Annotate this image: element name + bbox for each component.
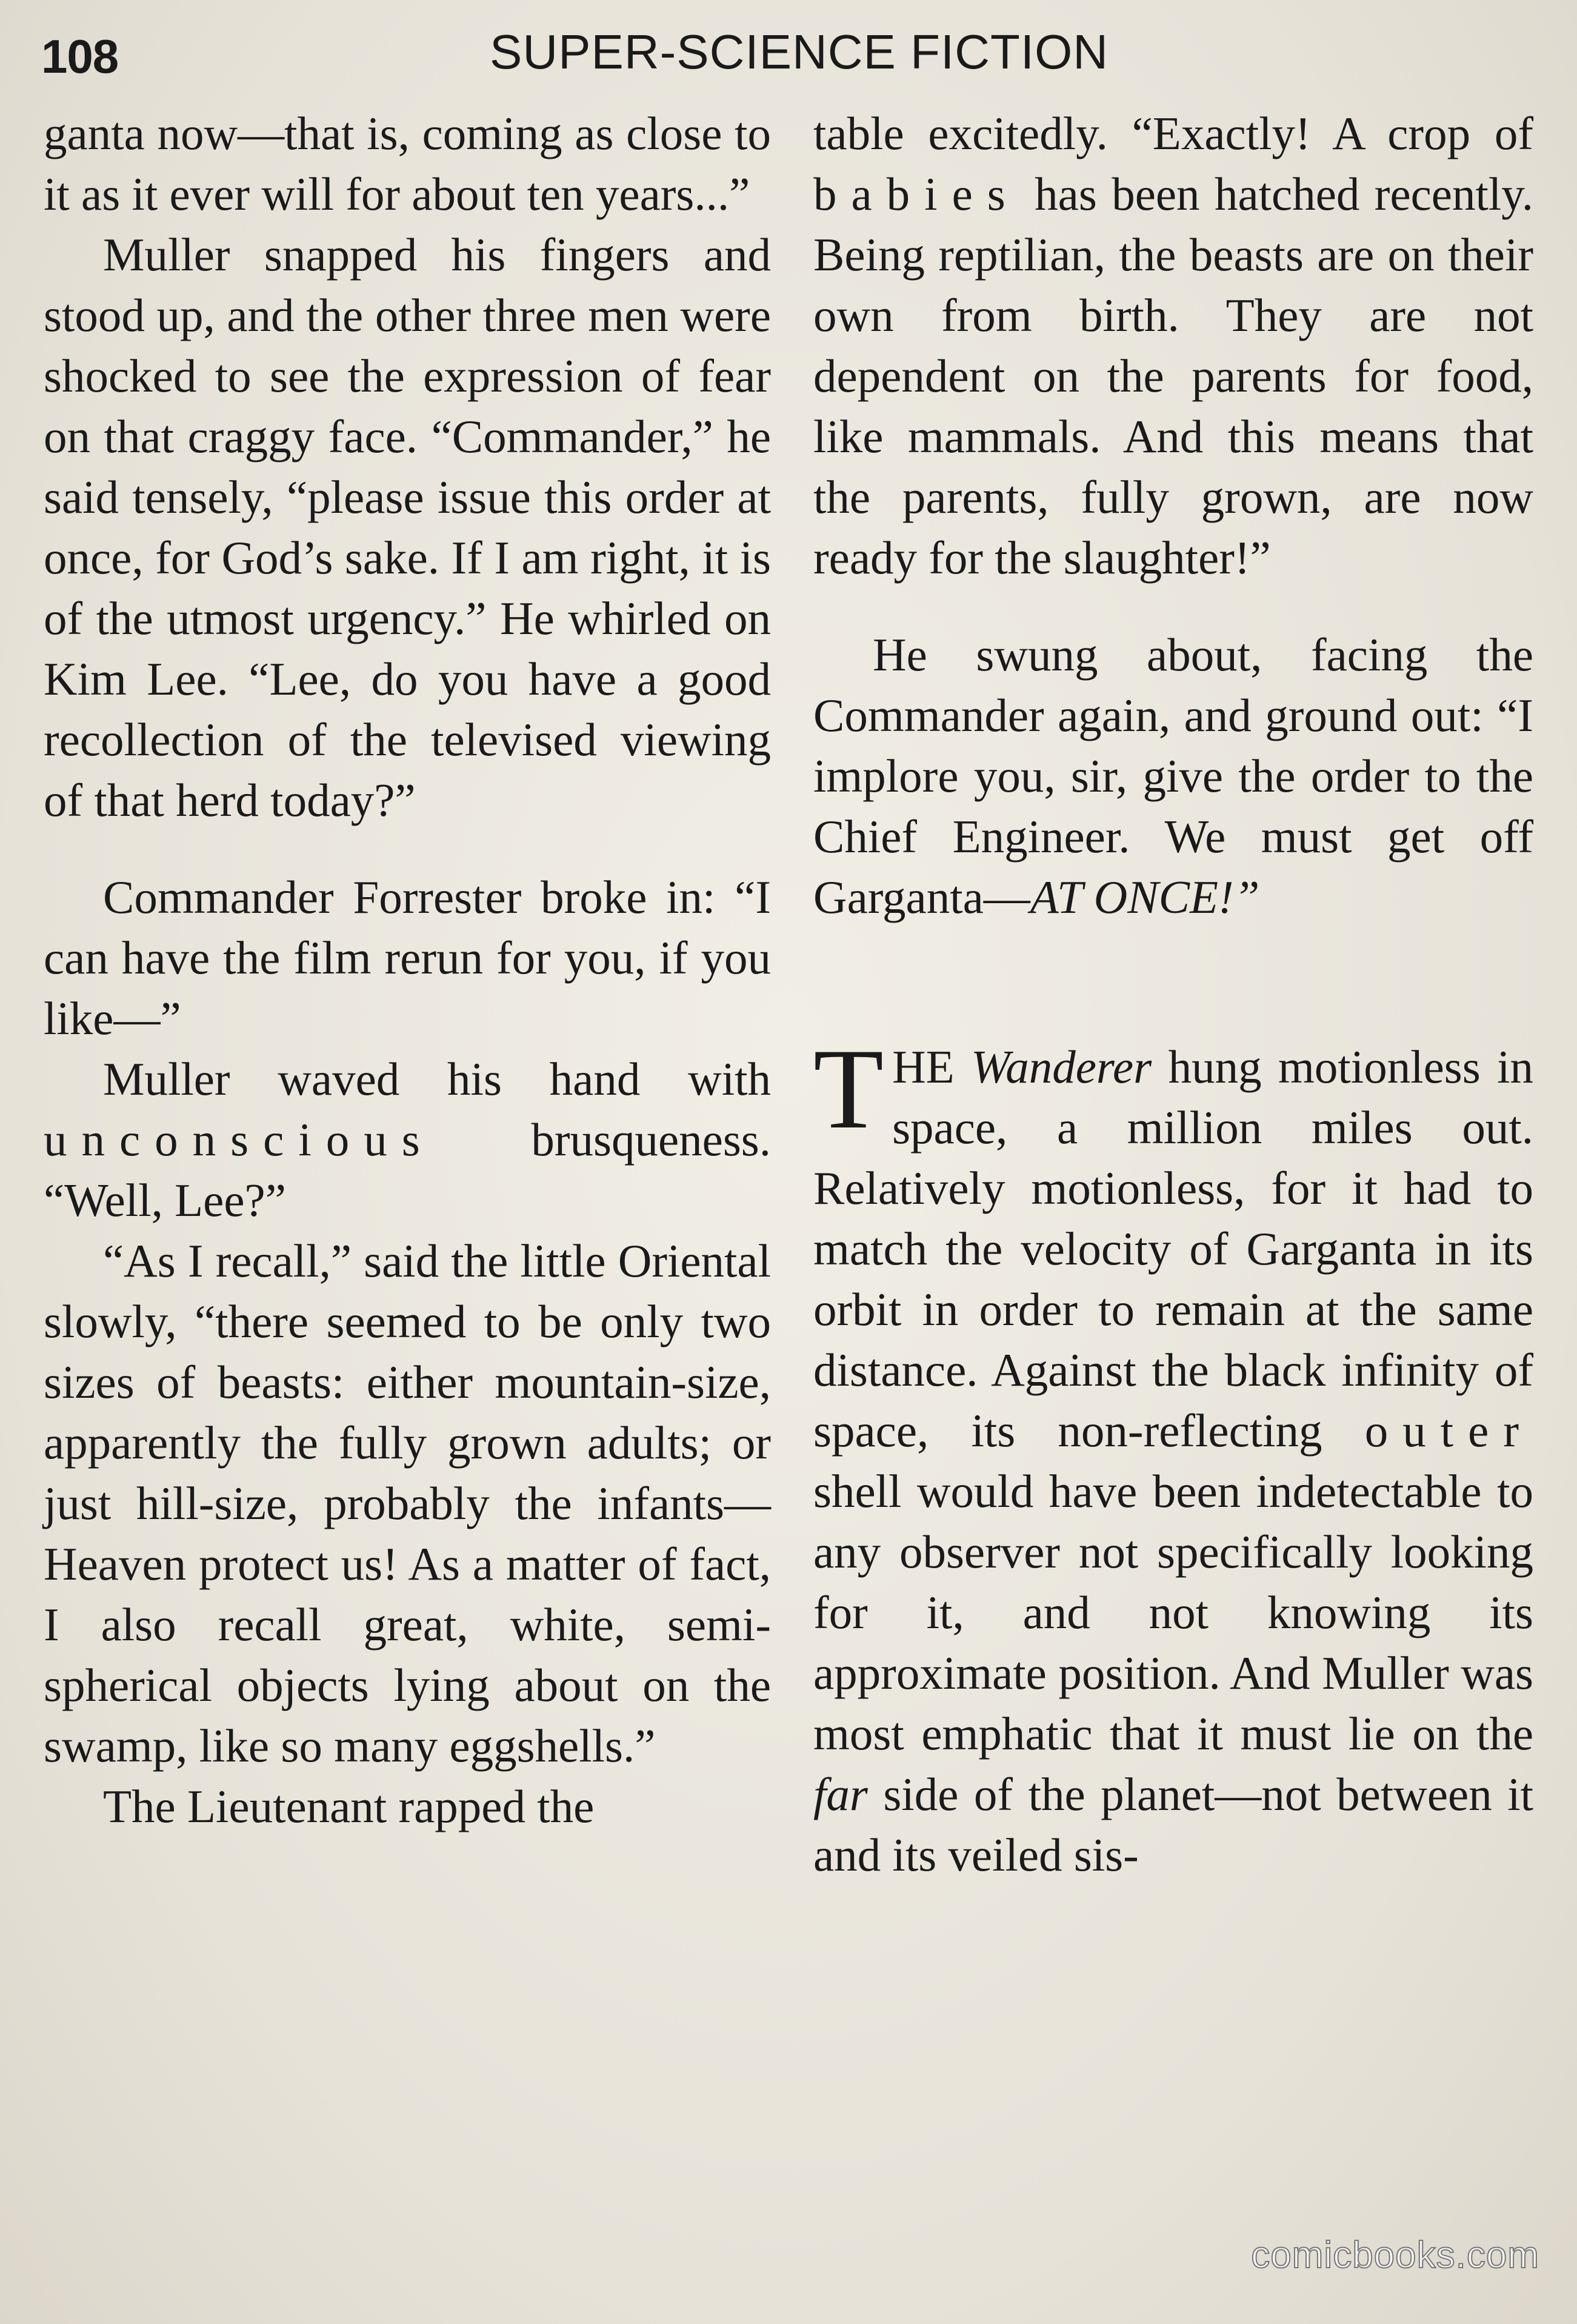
paragraph (44, 1049, 771, 1230)
small-caps-text: HE (892, 1041, 955, 1093)
page-header (41, 18, 1541, 91)
drop-cap: T (813, 1026, 884, 1153)
paragraph: “As I recall,” said the little Oriental slowly, “there seemed to be only two sizes of beasts: either mountain-size, apparently the fully grown adults; or just hill-size, probably the infants— Heaven protect us! As a matter of fact, I also recall great, white, semi-spherical objects lying about on the swamp, like so many eggshells.” (44, 1235, 771, 1772)
text-run: Muller waved his hand with (103, 1053, 771, 1105)
letterspaced-word: unconscious (44, 1114, 435, 1166)
text-run: side of the planet—not between it and its veiled sis- (813, 1768, 1534, 1881)
letterspaced-word: babies (813, 168, 1020, 220)
left-column (44, 103, 771, 1837)
ship-name: Wanderer (971, 1041, 1152, 1093)
right-column (813, 103, 1533, 1885)
paragraph: Commander Forrester broke in: “I can have the film rerun for you, if you like—” (44, 871, 771, 1044)
text-run: hung motionless in space, a million miles out. Relatively motionless, for it had to match the velocity of Garganta in its orbit in order to remain at the same distance. Against the black infinity of space, its non-reflecting (813, 1041, 1534, 1457)
text-run: table excitedly. “Exactly! A crop of (813, 107, 1533, 159)
text-run: has been hatched recently. Being reptilian, the beasts are on their own from birth. They are not dependent on the parents for food, like mammals. And this means that the parents, fully grown, are now ready for the slaughter!” (813, 168, 1534, 584)
paragraph (813, 624, 1533, 927)
text-run: He swung about, facing the Commander again, and ground out: “I implore you, sir, give the order to the Chief Engineer. We must get off Garganta— (813, 629, 1533, 923)
paragraph: The Lieutenant rapped the (103, 1780, 595, 1832)
text-run: brusqueness. “Well, Lee?” (44, 1114, 771, 1226)
text-run: shell would have been indetectable to any observer not specifically looking for it, and not knowing its approximate position. And Muller was most emphatic that it must lie on the (813, 1465, 1533, 1760)
watermark: comicbooks.com (1251, 2234, 1539, 2276)
page-number: 108 (41, 30, 119, 83)
paragraph: ganta now—that is, coming as close to it as it ever will for about ten years...” (44, 107, 771, 220)
section-opening-paragraph (813, 1026, 1534, 1885)
italic-text: far (813, 1768, 868, 1820)
paragraph (813, 103, 1533, 588)
letterspaced-word: outer (1364, 1404, 1533, 1457)
paragraph: Muller snapped his fingers and stood up, and the other three men were shocked to see the expression of fear on that craggy face. “Commander,” he said tensely, “please issue this order at once, for God’s sake. If I am right, it is of the utmost urgency.” He whirled on Kim Lee. “Lee, do you have a good recollection of the televised viewing of that herd today?” (44, 229, 771, 826)
running-head: SUPER-SCIENCE FICTION (490, 25, 1109, 79)
italic-text: AT ONCE!” (1030, 871, 1260, 923)
